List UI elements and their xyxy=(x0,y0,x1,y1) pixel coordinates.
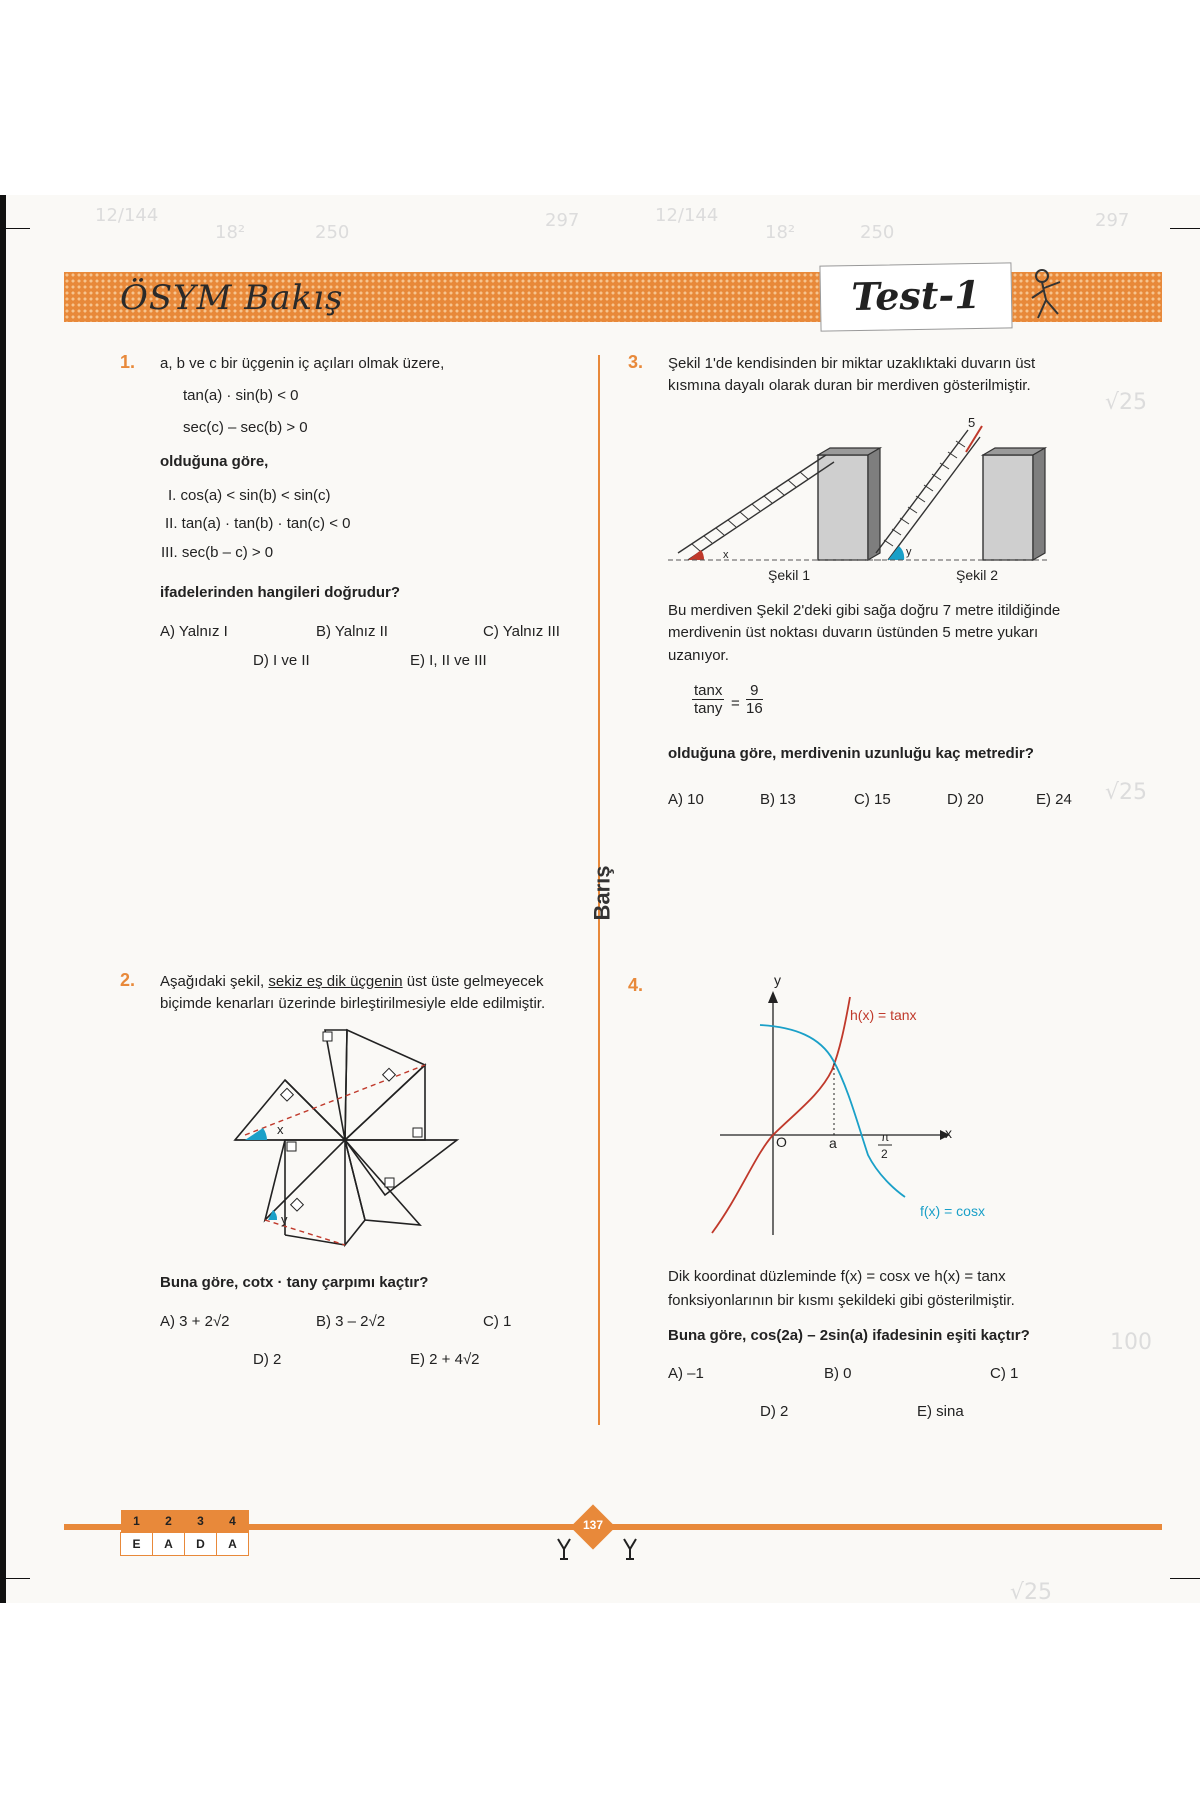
q3-option-b[interactable]: B) 13 xyxy=(760,791,796,808)
q4-option-d[interactable]: D) 2 xyxy=(760,1403,789,1420)
question-4-number: 4. xyxy=(628,975,644,995)
q2-intro-underlined: sekiz eş dik üçgenin xyxy=(268,973,403,990)
question-3-number: 3. xyxy=(628,352,644,372)
q4-body-1: Dik koordinat düzleminde f(x) = cosx ve h(x) = tanx xyxy=(668,1268,1006,1285)
q3-option-e[interactable]: E) 24 xyxy=(1036,791,1072,808)
q3-question: olduğuna göre, merdivenin uzunluğu kaç metredir? xyxy=(668,745,1034,762)
graph-origin-label: O xyxy=(776,1134,787,1150)
background-doodle: 250 xyxy=(315,222,350,243)
q3-intro-1: Şekil 1'de kendisinden bir miktar uzaklıktaki duvarın üst xyxy=(668,355,1036,372)
q2-option-a[interactable]: A) 3 + 2√2 xyxy=(160,1313,230,1330)
graph-two-label: 2 xyxy=(881,1147,888,1161)
answer-key-value: A xyxy=(153,1533,185,1556)
background-doodle: 250 xyxy=(860,222,895,243)
q2-intro-line-2: biçimde kenarları üzerinde birleştirilmesiyle elde edilmiştir. xyxy=(160,995,546,1012)
q3-frac-numerator-2: 9 xyxy=(746,682,763,700)
q3-option-c[interactable]: C) 15 xyxy=(854,791,891,808)
q3-option-d[interactable]: D) 20 xyxy=(947,791,984,808)
answer-key-number: 1 xyxy=(121,1510,153,1533)
page-number: 137 xyxy=(582,1518,604,1532)
q1-statement-3: III. sec(b – c) > 0 xyxy=(161,544,274,561)
q1-statement-1: I. cos(a) < sin(b) < sin(c) xyxy=(168,487,331,504)
q3-fraction-right xyxy=(746,682,763,717)
q4-option-c[interactable]: C) 1 xyxy=(990,1365,1019,1382)
test-label: Test-1 xyxy=(850,271,981,320)
q1-condition-2: sec(c) – sec(b) > 0 xyxy=(183,419,308,436)
q3-frac-numerator: tanx xyxy=(694,682,723,699)
q3-fraction-left xyxy=(692,682,724,717)
q2-intro xyxy=(160,971,544,993)
q3-frac-denominator-2: 16 xyxy=(746,700,763,717)
q1-option-e[interactable]: E) I, II ve III xyxy=(410,652,487,669)
tan-curve xyxy=(712,997,850,1233)
q1-option-b[interactable]: B) Yalnız II xyxy=(316,623,388,640)
tan-curve-label: h(x) = tanx xyxy=(850,1007,917,1023)
cos-curve xyxy=(760,1025,905,1197)
q4-body-2: fonksiyonlarının bir kısmı şekildeki gibi gösterilmiştir. xyxy=(668,1292,1015,1309)
background-doodle: √25 xyxy=(1105,780,1148,805)
pinwheel-triangles-figure xyxy=(225,1020,475,1260)
q2-option-b[interactable]: B) 3 – 2√2 xyxy=(316,1313,386,1330)
q4-option-a[interactable]: A) –1 xyxy=(668,1365,704,1382)
background-doodle: 18² xyxy=(215,222,246,243)
q2-intro-post: üst üste gelmeyecek xyxy=(402,973,544,990)
q1-lead: olduğuna göre, xyxy=(160,453,269,470)
background-doodle: 100 xyxy=(1110,1330,1152,1355)
q4-option-b[interactable]: B) 0 xyxy=(824,1365,852,1382)
question-1-number: 1. xyxy=(120,352,136,372)
publisher-side-text: Barış xyxy=(589,865,615,921)
q3-option-a[interactable]: A) 10 xyxy=(668,791,704,808)
q3-fig2-label: Şekil 2 xyxy=(956,567,999,583)
q3-fig2-five-label: 5 xyxy=(968,415,976,430)
q3-body-3: uzanıyor. xyxy=(668,647,729,664)
running-figure-icon xyxy=(1030,268,1070,324)
q4-option-e[interactable]: E) sina xyxy=(917,1403,964,1420)
crop-mark xyxy=(1170,228,1200,229)
background-doodle: 12/144 xyxy=(95,205,159,226)
background-doodle: 297 xyxy=(1095,210,1130,231)
test-label-box xyxy=(819,262,1012,331)
q1-condition-1: tan(a) · sin(b) < 0 xyxy=(183,387,299,404)
question-2-number: 2. xyxy=(120,970,136,990)
q3-body-2: merdivenin üst noktası duvarın üstünden 5 metre yukarı xyxy=(668,624,1039,641)
q2-angle-y-label: y xyxy=(281,1212,288,1227)
figure-2 xyxy=(858,415,1048,560)
crop-mark xyxy=(1170,1578,1200,1579)
q4-question: Buna göre, cos(2a) – 2sin(a) ifadesinin eşiti kaçtır? xyxy=(668,1327,1030,1344)
q3-frac-denominator: tany xyxy=(694,700,723,717)
background-doodle: 12/144 xyxy=(655,205,719,226)
q1-option-a[interactable]: A) Yalnız I xyxy=(160,623,228,640)
q3-frac-equals: = xyxy=(731,695,740,712)
answer-key-number: 2 xyxy=(153,1510,185,1533)
background-doodle: √25 xyxy=(1010,1580,1053,1605)
answer-key-number: 3 xyxy=(185,1510,217,1533)
trig-graph xyxy=(700,975,1000,1240)
graph-pi-label: π xyxy=(881,1130,890,1144)
crop-edge-left xyxy=(0,195,6,1603)
background-doodle: 18² xyxy=(765,222,796,243)
answer-key-value: D xyxy=(185,1533,217,1556)
crop-mark xyxy=(0,1578,30,1579)
q3-body-1: Bu merdiven Şekil 2'deki gibi sağa doğru 7 metre itildiğinde xyxy=(668,602,1061,619)
answer-key-value: A xyxy=(217,1533,249,1556)
q2-intro-pre: Aşağıdaki şekil, xyxy=(160,973,269,990)
q3-intro-2: kısmına dayalı olarak duran bir merdiven gösterilmiştir. xyxy=(668,377,1031,394)
answer-key-table xyxy=(120,1510,249,1556)
q3-fig1-angle-x: x xyxy=(723,549,729,561)
q1-intro: a, b ve c bir üçgenin iç açıları olmak üzere, xyxy=(160,355,445,372)
background-doodle: 297 xyxy=(545,210,580,231)
q2-option-e[interactable]: E) 2 + 4√2 xyxy=(410,1351,480,1368)
q2-question: Buna göre, cotx · tany çarpımı kaçtır? xyxy=(160,1274,429,1291)
figure-1 xyxy=(668,448,883,561)
cos-curve-label: f(x) = cosx xyxy=(920,1203,985,1219)
q1-statement-2: II. tan(a) · tan(b) · tan(c) < 0 xyxy=(165,515,351,532)
q2-option-d[interactable]: D) 2 xyxy=(253,1351,282,1368)
q1-option-c[interactable]: C) Yalnız III xyxy=(483,623,560,640)
figures-icon xyxy=(552,1535,642,1561)
answer-key-value: E xyxy=(121,1533,153,1556)
q1-question: ifadelerinden hangileri doğrudur? xyxy=(160,584,401,601)
q2-option-c[interactable]: C) 1 xyxy=(483,1313,512,1330)
ladder-wall-figure xyxy=(668,410,1088,585)
graph-x-label: x xyxy=(945,1125,952,1141)
graph-y-label: y xyxy=(774,975,781,988)
q3-fig2-angle-y: y xyxy=(906,546,912,558)
q1-option-d[interactable]: D) I ve II xyxy=(253,652,310,669)
crop-mark xyxy=(0,228,30,229)
brand-title: ÖSYM Bakış xyxy=(120,278,344,318)
q3-fig1-label: Şekil 1 xyxy=(768,567,811,583)
answer-key-number: 4 xyxy=(217,1510,249,1533)
background-doodle: √25 xyxy=(1105,390,1148,415)
q2-angle-x-label: x xyxy=(277,1122,284,1137)
graph-a-label: a xyxy=(829,1135,837,1151)
